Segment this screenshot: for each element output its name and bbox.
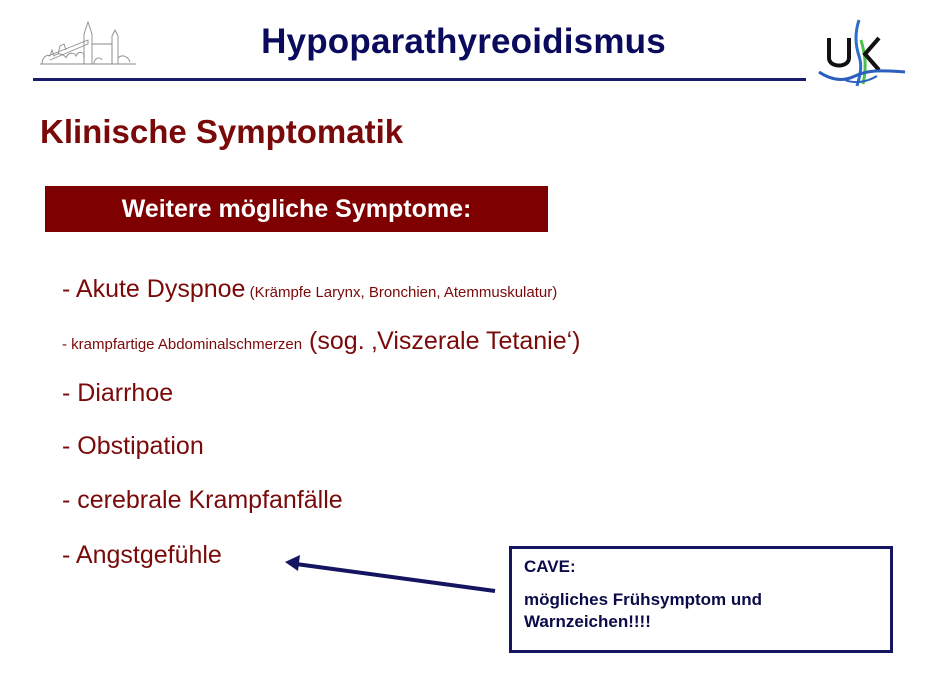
symptom-main: - cerebrale Krampfanfälle — [62, 486, 343, 514]
symptom-main: - Akute Dyspnoe — [62, 275, 246, 303]
callout-title: CAVE: — [524, 557, 576, 576]
list-item — [62, 379, 173, 408]
symptom-main: - krampfartige Abdominalschmerzen — [62, 336, 303, 353]
slide-title: Hypoparathyreoidismus — [261, 22, 666, 61]
list-item — [62, 486, 343, 515]
symptom-main: - Obstipation — [62, 432, 204, 460]
list-item — [62, 275, 557, 304]
cave-callout — [509, 546, 893, 653]
symptom-note: (sog. ‚Viszerale Tetanie‘) — [302, 327, 581, 355]
ukk-logo-icon — [815, 10, 910, 90]
symptom-main: - Diarrhoe — [62, 379, 174, 407]
symptoms-banner: Weitere mögliche Symptome: — [45, 186, 548, 232]
list-item — [62, 432, 204, 461]
symptom-main: - Angstgefühle — [62, 541, 222, 569]
list-item — [62, 327, 581, 356]
callout-text: mögliches Frühsymptom und Warnzeichen!!!! — [524, 590, 763, 631]
symptom-note: (Krämpfe Larynx, Bronchien, Atemmuskulatur) — [245, 284, 558, 301]
title-divider — [33, 78, 806, 81]
list-item — [62, 541, 222, 570]
section-heading: Klinische Symptomatik — [40, 113, 404, 150]
